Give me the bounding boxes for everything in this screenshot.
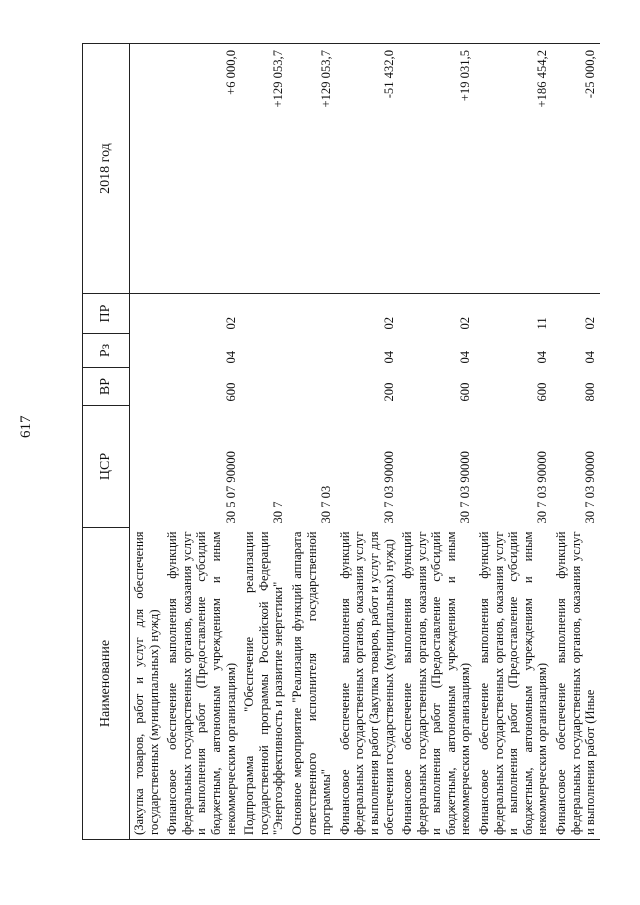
row-pr: 02 <box>381 316 396 330</box>
row-vr <box>288 368 336 406</box>
row-csr: 30 5 07 90000 <box>223 451 238 524</box>
header-pr: ПР <box>83 294 130 334</box>
row-rz <box>240 334 288 368</box>
row-csr: 30 7 03 90000 <box>458 451 473 524</box>
row-name: Основное мероприятие "Реализация функций аппарата ответственного исполнителя государственной программы" <box>288 528 336 840</box>
row-vr <box>240 368 288 406</box>
row-name: Подпрограмма "Обеспечение реализации государственной программы Российской Федерации "Энергоэффективность и развитие энергетики" <box>240 528 288 840</box>
row-csr: 30 7 03 90000 <box>535 451 550 524</box>
row-name: Финансовое обеспечение выполнения функций федеральных государственных органов, оказания услуг и выполнения работ (Предоставление субсидий бюджетным, автономным учреждениям и иным некоммерческим организациям) <box>163 528 240 840</box>
row-pr: 02 <box>223 316 238 330</box>
budget-table <box>82 43 600 840</box>
row-rz: 04 <box>381 350 396 364</box>
header-name: Наименование <box>83 528 130 840</box>
row-vr: 800 <box>583 382 598 402</box>
row-pr: 11 <box>535 317 550 330</box>
row-year: -51 432,0 <box>336 44 398 294</box>
row-year: -25 000,0 <box>552 44 600 294</box>
row-vr: 600 <box>223 382 238 402</box>
table-row <box>240 44 288 840</box>
table-row <box>552 44 600 840</box>
row-vr: 200 <box>381 382 396 402</box>
table-row <box>398 44 475 840</box>
row-name: Финансовое обеспечение выполнения функций федеральных государственных органов, оказания услуг и выполнения работ (Закупка товаров, работ и услуг для обеспечения государственных (муниципальных) нужд) <box>336 528 398 840</box>
row-vr: 600 <box>535 382 550 402</box>
row-year <box>130 44 164 294</box>
row-csr: 30 7 03 90000 <box>583 451 598 524</box>
row-csr <box>130 406 164 528</box>
header-vr: ВР <box>83 368 130 406</box>
row-pr <box>240 294 288 334</box>
row-year: +19 031,5 <box>398 44 475 294</box>
table-row <box>130 44 164 840</box>
page-number: 617 <box>18 415 34 438</box>
row-rz: 04 <box>458 350 473 364</box>
row-rz: 04 <box>583 350 598 364</box>
row-year: +129 053,7 <box>288 44 336 294</box>
header-rz: Рз <box>83 334 130 368</box>
row-pr <box>288 294 336 334</box>
row-pr: 02 <box>458 316 473 330</box>
row-rz <box>288 334 336 368</box>
budget-table-frame <box>82 44 596 840</box>
header-year: 2018 год <box>83 44 130 294</box>
row-csr: 30 7 03 <box>319 485 334 524</box>
header-csr: ЦСР <box>83 406 130 528</box>
row-year: +6 000,0 <box>163 44 240 294</box>
row-csr: 30 7 03 90000 <box>381 451 396 524</box>
row-vr: 600 <box>458 382 473 402</box>
row-rz: 04 <box>535 350 550 364</box>
row-name: (Закупка товаров, работ и услуг для обеспечения государственных (муниципальных) нужд) <box>130 528 164 840</box>
table-row <box>288 44 336 840</box>
table-header-row <box>83 44 130 840</box>
row-name: Финансовое обеспечение выполнения функций федеральных государственных органов, оказания услуг и выполнения работ (Предоставление субсидий бюджетным, автономным учреждениям и иным некоммерческим организациям) <box>475 528 552 840</box>
row-pr: 02 <box>583 316 598 330</box>
table-row <box>336 44 398 840</box>
row-csr: 30 7 <box>271 501 286 524</box>
row-year: +129 053,7 <box>240 44 288 294</box>
row-vr <box>130 368 164 406</box>
row-pr <box>130 294 164 334</box>
table-row <box>163 44 240 840</box>
row-year: +186 454,2 <box>475 44 552 294</box>
row-rz <box>130 334 164 368</box>
row-rz: 04 <box>223 350 238 364</box>
row-name: Финансовое обеспечение выполнения функций федеральных государственных органов, оказания услуг и выполнения работ (Предоставление субсидий бюджетным, автономным учреждениям и иным некоммерческим организациям) <box>398 528 475 840</box>
row-name: Финансовое обеспечение выполнения функций федеральных государственных органов, оказания услуг и выполнения работ (Иные <box>552 528 600 840</box>
table-row <box>475 44 552 840</box>
